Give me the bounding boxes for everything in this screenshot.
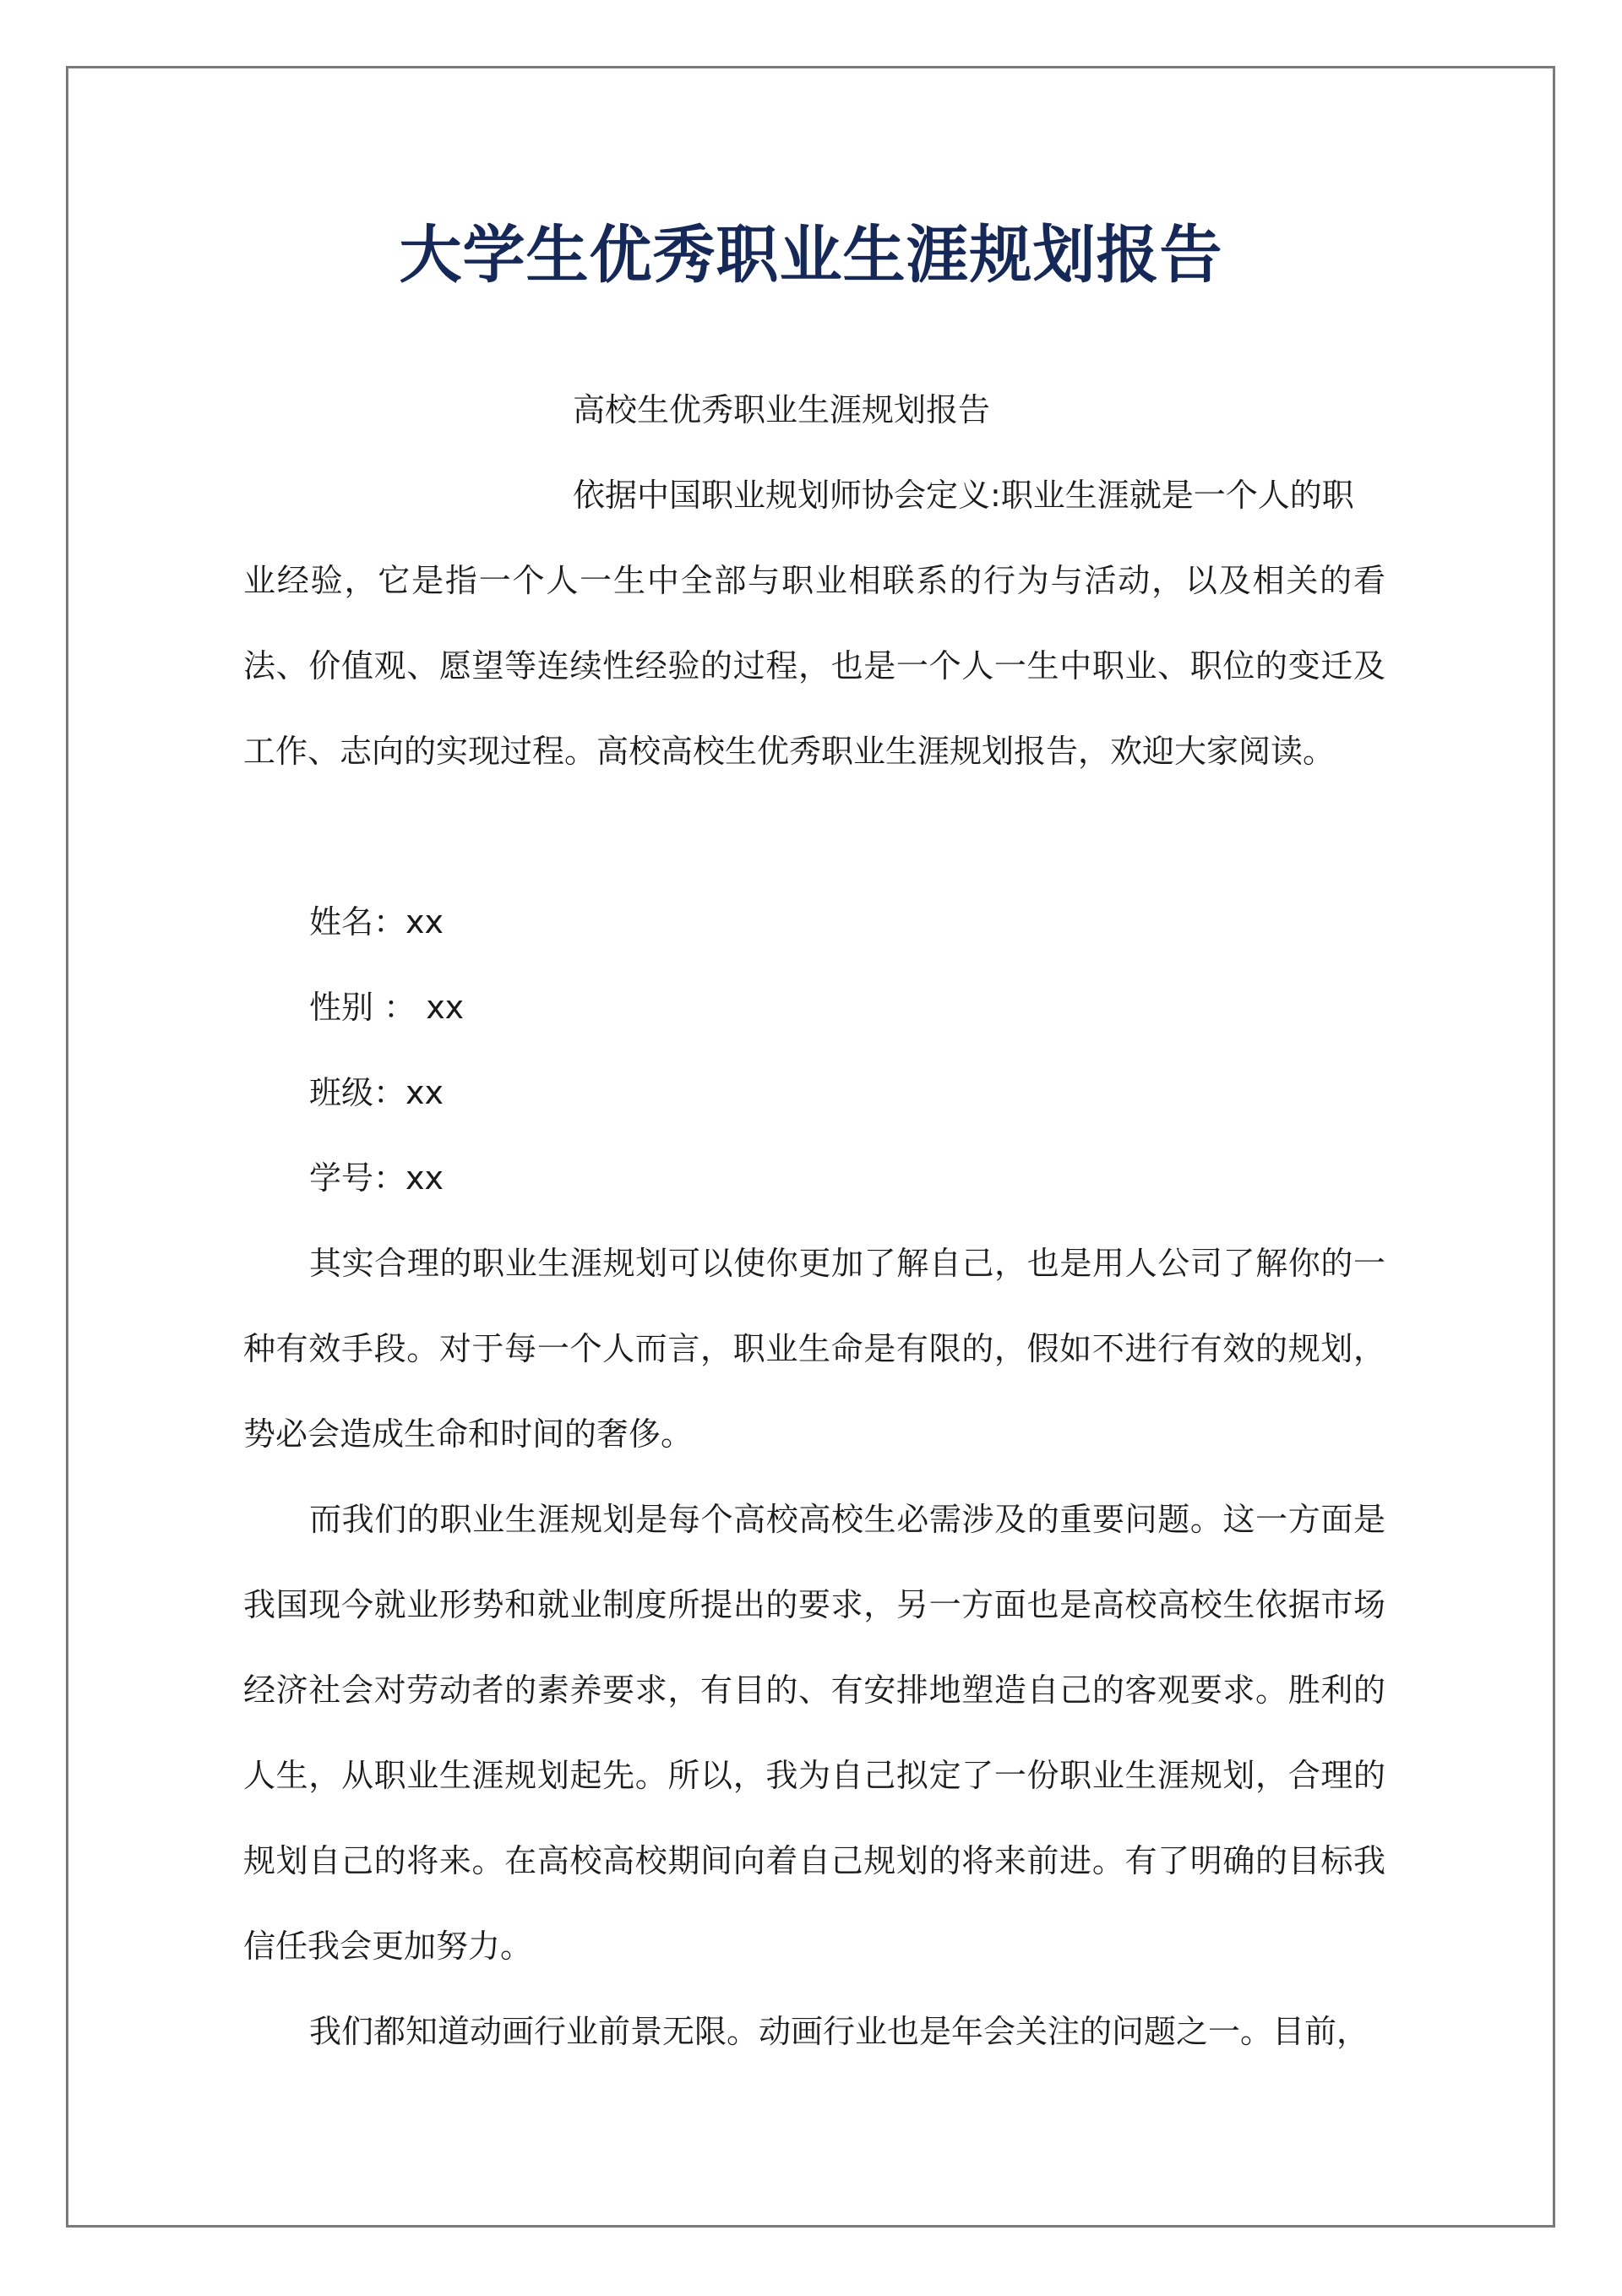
field-student-id [243,1136,1385,1221]
body-paragraph: 其实合理的职业生涯规划可以使你更加了解自己，也是用人公司了解你的一种有效手段。对于每一个人而言，职业生命是有限的，假如不进行有效的规划，势必会造成生命和时间的奢侈。 [243,1245,1385,1453]
field-label: 性别 [309,989,374,1026]
field-value: xx [406,1159,444,1197]
field-label: 姓名 [309,903,374,941]
body-paragraph: 而我们的职业生涯规划是每个高校高校生必需涉及的重要问题。这一方面是我国现今就业形势和就业制度所提出的要求，另一方面也是高校高校生依据市场经济社会对劳动者的素养要求，有目的、有安排地塑造自己的客观要求。胜利的人生，从职业生涯规划起先。所以，我为自己拟定了一份职业生涯规划，合理的规划自己的将来。在高校高校期间向着自己规划的将来前进。有了明确的目标我信任我会更加努力。 [243,1501,1385,1965]
intro-paragraph: 业经验，它是指一个人一生中全部与职业相联系的行为与活动，以及相关的看法、价值观、愿望等连续性经验的过程，也是一个人一生中职业、职位的变迁及工作、志向的实现过程。高校高校生优秀职业生涯规划报告，欢迎大家阅读。 [243,562,1385,770]
field-value: xx [406,1074,444,1111]
field-gender [243,965,1385,1050]
field-value: xx [406,903,444,941]
field-separator: ： [373,989,427,1026]
field-separator: ： [373,1074,406,1111]
document-subtitle: 高校生优秀职业生涯规划报告 [573,391,991,428]
field-label: 班级 [309,1074,374,1111]
body-paragraph: 我们都知道动画行业前景无限。动画行业也是年会关注的问题之一。目前， [309,2013,1369,2050]
document-body [243,368,1385,2075]
field-class [243,1050,1385,1136]
field-value: xx [426,989,465,1026]
field-name [243,880,1385,965]
field-separator: ： [373,1159,406,1197]
blank-line [243,794,1385,880]
field-separator: ： [373,903,406,941]
intro-first-line: 依据中国职业规划师协会定义:职业生涯就是一个人的职 [573,477,1354,514]
field-label: 学号 [309,1159,374,1197]
document-title: 大学生优秀职业生涯规划报告 [399,219,1223,292]
